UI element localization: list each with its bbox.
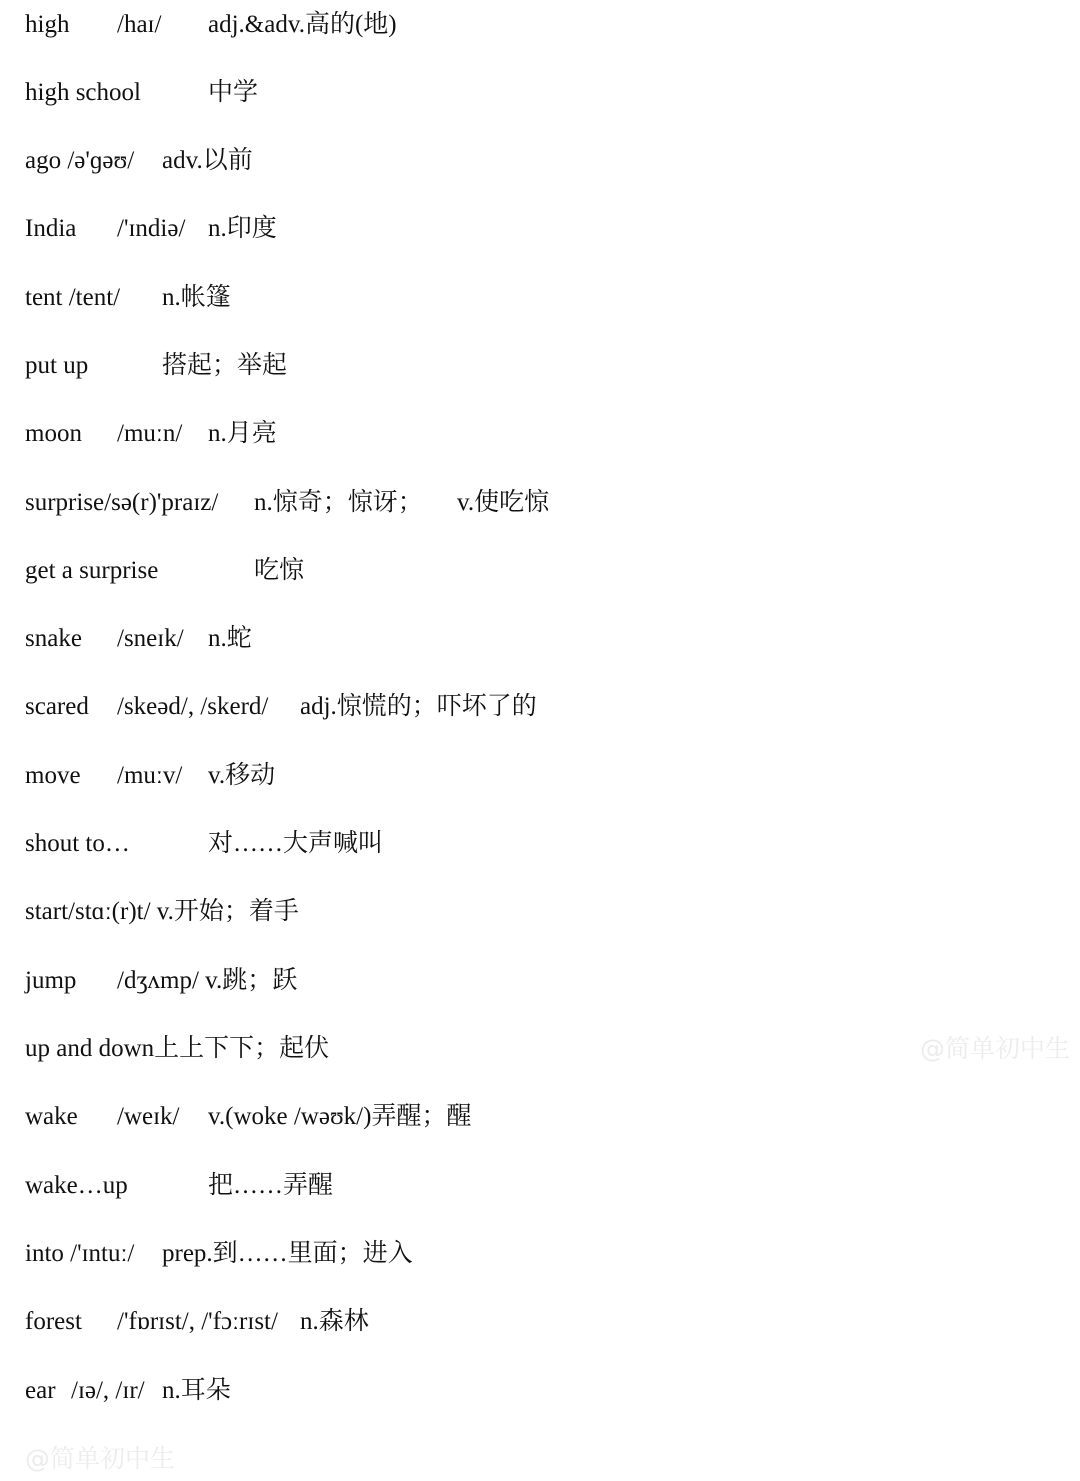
entry-word: ear bbox=[25, 1377, 56, 1404]
entry-meaning: 搭起；举起 bbox=[162, 352, 288, 379]
entry-line: up and down上上下下；起伏 bbox=[25, 1035, 330, 1062]
entry-meaning: n.帐篷 bbox=[162, 284, 231, 311]
entry-word: India bbox=[25, 215, 77, 242]
entry-word: snake bbox=[25, 625, 82, 652]
entry-word: forest bbox=[25, 1308, 82, 1335]
entry-phonetic: /skeəd/, /skerd/ bbox=[117, 693, 269, 720]
entry-meaning: n.森林 bbox=[300, 1308, 369, 1335]
entry-phonetic: /muːv/ bbox=[117, 762, 183, 789]
entry-word: ago /ə'ɡəʊ/ bbox=[25, 147, 135, 174]
entry-meaning: adj.惊慌的；吓坏了的 bbox=[300, 693, 537, 720]
entry-word: high bbox=[25, 11, 70, 38]
entry-meaning: 把……弄醒 bbox=[208, 1172, 334, 1199]
entry-phonetic: /'fɒrɪst/, /'fɔːrɪst/ bbox=[117, 1308, 278, 1335]
entry-phonetic: /'ɪndiə/ bbox=[117, 215, 186, 242]
entry-meaning: prep.到……里面；进入 bbox=[162, 1240, 413, 1267]
entry-word: high school bbox=[25, 79, 141, 106]
entry-meaning: 中学 bbox=[208, 79, 259, 106]
entry-meaning-verb: v.使吃惊 bbox=[457, 489, 550, 516]
watermark-bottom-left: @简单初中生 bbox=[25, 1444, 176, 1473]
entry-word: get a surprise bbox=[25, 557, 159, 584]
entry-word: move bbox=[25, 762, 81, 789]
watermark-right: @简单初中生 bbox=[920, 1034, 1071, 1063]
entry-meaning: n.蛇 bbox=[208, 625, 252, 652]
entry-word: wake bbox=[25, 1103, 78, 1130]
entry-phonetic-meaning: /dʒʌmp/ v.跳；跃 bbox=[117, 967, 298, 994]
entry-word: wake…up bbox=[25, 1172, 128, 1199]
entry-meaning: v.移动 bbox=[208, 762, 276, 789]
entry-word: jump bbox=[25, 967, 77, 994]
entry-phonetic: /weɪk/ bbox=[117, 1103, 180, 1130]
entry-phonetic: /sneɪk/ bbox=[117, 625, 184, 652]
entry-meaning: 对……大声喊叫 bbox=[208, 830, 384, 857]
entry-meaning: n.耳朵 bbox=[162, 1377, 231, 1404]
entry-phonetic: /ɪə/, /ɪr/ bbox=[71, 1377, 145, 1404]
entry-meaning: 吃惊 bbox=[254, 557, 305, 584]
entry-phonetic: /haɪ/ bbox=[117, 11, 162, 38]
entry-word: moon bbox=[25, 420, 82, 447]
entry-line: start/stɑː(r)t/ v.开始；着手 bbox=[25, 898, 299, 925]
entry-word: put up bbox=[25, 352, 89, 379]
entry-word: into /'ɪntuː/ bbox=[25, 1240, 135, 1267]
entry-phonetic: /muːn/ bbox=[117, 420, 183, 447]
entry-meaning: adj.&adv.高的(地) bbox=[208, 11, 397, 38]
entry-meaning: v.(woke /wəʊk/)弄醒；醒 bbox=[208, 1103, 472, 1130]
entry-word: shout to… bbox=[25, 830, 130, 857]
entry-word: scared bbox=[25, 693, 89, 720]
entry-meaning: n.月亮 bbox=[208, 420, 277, 447]
entry-word: surprise/sə(r)'praɪz/ bbox=[25, 489, 219, 516]
entry-word: tent /tent/ bbox=[25, 284, 121, 311]
entry-meaning: adv.以前 bbox=[162, 147, 253, 174]
entry-meaning: n.惊奇；惊讶； bbox=[254, 489, 423, 516]
entry-meaning: n.印度 bbox=[208, 215, 277, 242]
